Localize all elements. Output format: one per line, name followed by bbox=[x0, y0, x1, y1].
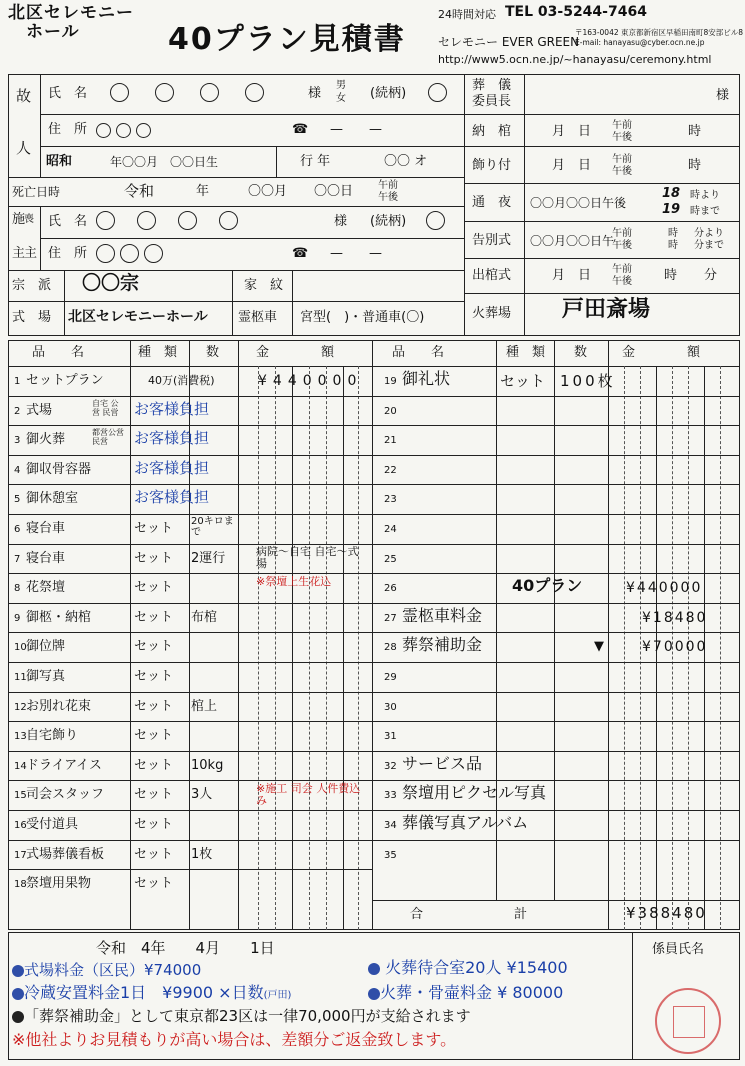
left-row-no: 1 bbox=[14, 376, 21, 387]
right-row-no: 24 bbox=[384, 524, 397, 535]
left-amount-header: 金 額 bbox=[256, 345, 335, 360]
left-row-qty: 20キロまで bbox=[191, 516, 234, 538]
left-row-no: 16 bbox=[14, 820, 27, 831]
left-row-amount: ※施工 司会 人件費込み bbox=[256, 782, 361, 808]
committee-sama: 様 bbox=[716, 88, 730, 103]
kokubetsu-label: 告別式 bbox=[472, 233, 512, 248]
deceased-name-circles bbox=[110, 82, 264, 102]
crematorium-value: 戸田斎場 bbox=[562, 297, 651, 322]
right-row-no: 32 bbox=[384, 760, 397, 772]
deceased-address-label: 住 所 bbox=[48, 122, 88, 137]
address-email: 〒163-0042 東京都新宿区早稲田南町8安部ビル8 E-mail: hanayasu@cyber.ocn.ne.jp bbox=[575, 28, 744, 47]
left-row-qty: 1枚 bbox=[191, 846, 213, 862]
left-row-name: 式場 bbox=[26, 402, 53, 418]
sect-label: 宗 派 bbox=[12, 278, 52, 293]
crematorium-label: 火葬場 bbox=[472, 306, 512, 321]
left-row-no: 15 bbox=[14, 790, 27, 802]
tsuya-from: 時より bbox=[690, 190, 720, 201]
brand-name: セレモニー EVER GREEN bbox=[438, 35, 580, 49]
tsuya-until: 時まで bbox=[690, 206, 720, 217]
tel-number: TEL 03-5244-7464 bbox=[505, 4, 647, 20]
left-row-no: 2 bbox=[14, 405, 21, 417]
committee-label-2: 委員長 bbox=[472, 94, 512, 109]
chief-phone-icon: ☎ bbox=[292, 246, 309, 261]
tsuya-end: 19 bbox=[662, 202, 681, 217]
left-row-kind: お客様負担 bbox=[134, 429, 210, 448]
left-row-no: 14 bbox=[14, 760, 27, 772]
left-row-name: 御休憩室 bbox=[26, 491, 79, 507]
left-row-no: 4 bbox=[14, 464, 21, 476]
left-row-name: 御柩・納棺 bbox=[26, 609, 92, 625]
relation-label: (続柄) bbox=[370, 86, 407, 101]
death-datetime-label: 死亡日時 bbox=[12, 185, 61, 199]
age-value: 〇〇 オ bbox=[384, 154, 428, 169]
deceased-label-2: 人 bbox=[16, 139, 32, 157]
left-row-kind: セット bbox=[134, 639, 174, 655]
right-row-no: 34 bbox=[384, 820, 397, 831]
chief-label-3: 主 bbox=[12, 246, 26, 261]
cold-storage-line: 冷蔵安置料金1日 ¥9900 ×日数(戸田) bbox=[12, 985, 291, 1004]
company-name: 北区セレモニー ホール bbox=[8, 3, 134, 42]
company-seal bbox=[655, 988, 721, 1054]
left-row-kind: セット bbox=[134, 669, 174, 684]
chief-label-1: 施 bbox=[12, 212, 26, 227]
right-row-name: 葬儀写真アルバム bbox=[402, 813, 529, 832]
gender-male: 男 bbox=[336, 80, 346, 91]
staff-name-label: 係員氏名 bbox=[652, 942, 705, 957]
kazari-pm: 午後 bbox=[612, 166, 632, 177]
left-row-sub: 自宅 公営 民営 bbox=[92, 398, 119, 417]
right-row-no: 22 bbox=[384, 464, 397, 476]
phone-dashes: — — bbox=[330, 122, 383, 137]
kokubetsu-pm: 午後 bbox=[612, 240, 632, 251]
left-row-name: 寝台車 bbox=[26, 550, 66, 566]
left-row-name: お別れ花束 bbox=[26, 698, 92, 714]
left-row-sub: 都営公営 民営 bbox=[92, 428, 124, 447]
right-row-no: 29 bbox=[384, 672, 397, 683]
relation-circle bbox=[428, 82, 447, 102]
left-row-name: 司会スタッフ bbox=[26, 787, 105, 803]
kokubetsu-hour2: 時 bbox=[668, 240, 678, 251]
right-row-no: 28 bbox=[384, 642, 397, 654]
left-row-no: 8 bbox=[14, 583, 21, 595]
venue-label: 式 場 bbox=[12, 310, 52, 325]
left-row-no: 10 bbox=[14, 642, 27, 654]
right-row-kind: セット bbox=[500, 372, 546, 390]
left-row-name: 祭壇用果物 bbox=[26, 876, 92, 892]
left-qty-header: 数 bbox=[206, 345, 220, 360]
document-title: 40プラン見積書 bbox=[168, 22, 406, 57]
noukan-am: 午前 bbox=[612, 120, 632, 131]
left-row-name: 自宅飾り bbox=[26, 728, 79, 744]
right-row-no: 19 bbox=[384, 376, 397, 387]
shukkan-am: 午前 bbox=[612, 264, 632, 275]
chief-relation-circle bbox=[426, 210, 445, 230]
left-row-kind: セット bbox=[134, 580, 174, 596]
chief-phone-dashes: — — bbox=[330, 246, 383, 261]
showa-label: 昭和 bbox=[46, 154, 73, 169]
left-row-name: 御収骨容器 bbox=[26, 461, 92, 477]
left-kind-header: 種 類 bbox=[138, 345, 178, 360]
chief-name-label: 氏 名 bbox=[48, 214, 88, 229]
left-row-no: 18 bbox=[14, 879, 27, 891]
sect-value: 〇〇宗 bbox=[82, 272, 140, 294]
right-row-no: 33 bbox=[384, 790, 397, 802]
sama-label: 様 bbox=[308, 86, 322, 101]
left-row-name: 花祭壇 bbox=[26, 580, 66, 596]
right-row-no: 35 bbox=[384, 849, 397, 861]
right-row-no: 26 bbox=[384, 583, 397, 595]
chief-label-2: 喪 bbox=[24, 214, 34, 225]
waiting-room-line: 火葬待合室20人 ¥15400 bbox=[368, 960, 568, 976]
left-row-no: 17 bbox=[14, 849, 27, 861]
shukkan-date: 月 日 bbox=[552, 268, 592, 283]
right-row-no: 23 bbox=[384, 494, 397, 506]
issue-date: 令和 4年 4月 1日 bbox=[96, 939, 275, 957]
left-row-kind: セット bbox=[134, 698, 174, 714]
cremation-fee-line: 火葬・骨壷料金 ¥ 80000 bbox=[368, 985, 563, 1001]
left-row-name: 御火葬 bbox=[26, 432, 66, 448]
left-row-amount: ※祭壇上生花込 bbox=[256, 575, 332, 589]
kazari-am: 午前 bbox=[612, 154, 632, 165]
tsuya-label: 通 夜 bbox=[472, 195, 512, 210]
left-row-no: 6 bbox=[14, 524, 21, 535]
right-item-header: 品 名 bbox=[392, 345, 445, 360]
chief-name-circles bbox=[96, 210, 238, 230]
left-row-amount: 病院〜自宅 自宅〜式場 bbox=[256, 544, 359, 570]
noukan-pm: 午後 bbox=[612, 132, 632, 143]
deceased-label: 故 bbox=[16, 87, 32, 105]
website-url: http://www5.ocn.ne.jp/~hanayasu/ceremony.html bbox=[438, 53, 712, 66]
left-row-qty: 布棺 bbox=[191, 609, 218, 625]
left-row-kind: お客様負担 bbox=[134, 488, 210, 507]
left-row-no: 13 bbox=[14, 731, 27, 743]
left-row-name: ドライアイス bbox=[26, 757, 102, 773]
left-row-qty: 2運行 bbox=[191, 550, 226, 566]
venue-fee-line: 式場料金（区民）¥74000 bbox=[12, 962, 201, 978]
left-row-qty: 10kg bbox=[191, 757, 224, 773]
chief-address-label: 住 所 bbox=[48, 246, 88, 261]
chief-label-4: 主 bbox=[24, 246, 38, 261]
right-row-amount: ¥440000 bbox=[626, 580, 703, 597]
right-row-name: 御礼状 bbox=[402, 369, 451, 388]
left-row-amount: ¥440000 bbox=[258, 373, 363, 389]
left-row-kind: セット bbox=[134, 876, 174, 892]
left-row-kind: セット bbox=[134, 787, 174, 803]
right-row-qty: 100枚 bbox=[560, 372, 616, 390]
left-row-qty: 棺上 bbox=[191, 698, 218, 714]
right-row-name: 霊柩車料金 bbox=[402, 605, 483, 625]
tsuya-start: 18 bbox=[662, 186, 681, 201]
left-row-name: 受付道具 bbox=[26, 817, 79, 832]
refund-note: ※他社よりお見積もりが高い場合は、差額分ご返金致します。 bbox=[12, 1030, 457, 1049]
venue-value: 北区セレモニーホール bbox=[68, 309, 208, 325]
noukan-label: 納 棺 bbox=[472, 124, 512, 139]
address-circles bbox=[96, 120, 151, 139]
right-kind-header: 種 類 bbox=[506, 345, 546, 360]
hours-label: 24時間対応 bbox=[438, 8, 496, 21]
right-row-no: 20 bbox=[384, 405, 397, 417]
left-row-kind: セット bbox=[134, 817, 174, 832]
left-item-header: 品 名 bbox=[32, 345, 85, 360]
kazari-hour: 時 bbox=[688, 158, 702, 173]
left-row-no: 5 bbox=[14, 494, 21, 506]
death-pm: 午後 bbox=[378, 192, 398, 203]
right-qty-header: 数 bbox=[574, 345, 588, 360]
left-row-no: 12 bbox=[14, 701, 27, 713]
right-row-amount: ¥18480 bbox=[642, 609, 708, 626]
left-row-no: 11 bbox=[14, 672, 27, 683]
left-row-name: 寝台車 bbox=[26, 521, 66, 536]
right-row-no: 27 bbox=[384, 612, 397, 624]
left-row-name: 御写真 bbox=[26, 669, 66, 684]
left-row-kind: セット bbox=[134, 609, 174, 625]
hearse-value: 宮型( )・普通車(〇) bbox=[300, 310, 425, 325]
shukkan-min: 分 bbox=[704, 268, 718, 283]
shukkan-hour: 時 bbox=[664, 268, 678, 283]
kazari-date: 月 日 bbox=[552, 158, 592, 173]
left-row-name: セットプラン bbox=[26, 373, 104, 388]
death-year: 年 bbox=[196, 184, 210, 199]
right-row-name: サービス品 bbox=[402, 753, 483, 773]
chief-address-circles bbox=[96, 243, 163, 263]
kokubetsu-hour1: 時 bbox=[668, 228, 678, 239]
left-row-kind: お客様負担 bbox=[134, 458, 210, 477]
left-row-kind: セット bbox=[134, 757, 174, 773]
kokubetsu-am: 午前 bbox=[612, 228, 632, 239]
right-row-no: 30 bbox=[384, 701, 397, 713]
phone-icon: ☎ bbox=[292, 122, 309, 137]
right-row-amount: ¥70000 bbox=[642, 639, 708, 656]
right-row-kind: 40プラン bbox=[512, 576, 583, 596]
reiwa-label: 令和 bbox=[124, 182, 155, 200]
kazari-label: 飾り付 bbox=[472, 158, 512, 173]
death-day: 〇〇日 bbox=[314, 184, 354, 199]
left-row-no: 3 bbox=[14, 435, 21, 447]
right-row-qty: ▼ bbox=[594, 639, 604, 655]
birth-date: 年〇〇月 〇〇日生 bbox=[110, 155, 219, 169]
hearse-label: 霊柩車 bbox=[238, 310, 278, 325]
deceased-name-label: 氏 名 bbox=[48, 86, 88, 101]
gender-female: 女 bbox=[336, 93, 346, 104]
left-row-kind: セット bbox=[134, 846, 174, 862]
left-row-kind: お客様負担 bbox=[134, 399, 210, 418]
right-row-no: 21 bbox=[384, 435, 397, 447]
age-label: 行 年 bbox=[300, 154, 331, 169]
death-month: 〇〇月 bbox=[248, 184, 288, 199]
shukkan-pm: 午後 bbox=[612, 276, 632, 287]
right-row-no: 25 bbox=[384, 553, 397, 565]
right-row-name: 葬祭補助金 bbox=[402, 635, 483, 655]
right-row-name: 祭壇用ピクセル写真 bbox=[402, 783, 547, 803]
right-row-no: 31 bbox=[384, 731, 397, 743]
left-row-name: 式場葬儀看板 bbox=[26, 846, 105, 862]
noukan-date: 月 日 bbox=[552, 124, 592, 139]
left-row-no: 7 bbox=[14, 553, 21, 565]
left-row-kind: セット bbox=[134, 550, 174, 566]
subsidy-line: 「葬祭補助金」として東京都23区は一律70,000円が支給されます bbox=[12, 1008, 471, 1024]
total-label: 合 計 bbox=[410, 907, 528, 922]
right-amount-header: 金 額 bbox=[622, 345, 701, 360]
kokubetsu-from: 分より bbox=[694, 228, 724, 239]
shukkan-label: 出棺式 bbox=[472, 268, 512, 283]
left-row-qty: 3人 bbox=[191, 787, 213, 803]
chief-sama: 様 bbox=[334, 214, 348, 229]
left-row-kind: セット bbox=[134, 521, 174, 536]
chief-relation: (続柄) bbox=[370, 214, 407, 229]
left-row-name: 御位牌 bbox=[26, 639, 66, 655]
left-row-kind: セット bbox=[134, 728, 174, 744]
kokubetsu-until: 分まで bbox=[694, 240, 724, 251]
left-row-kind: 40万(消費税) bbox=[148, 374, 215, 387]
death-am: 午前 bbox=[378, 180, 398, 191]
kokubetsu-date: 〇〇月〇〇日午 bbox=[530, 234, 615, 248]
crest-label: 家 紋 bbox=[244, 278, 284, 293]
committee-label: 葬 儀 bbox=[472, 78, 512, 93]
total-amount: ¥388480 bbox=[626, 904, 707, 922]
tsuya-date: 〇〇月〇〇日午後 bbox=[530, 196, 627, 210]
left-row-no: 9 bbox=[14, 612, 21, 624]
noukan-hour: 時 bbox=[688, 124, 702, 139]
